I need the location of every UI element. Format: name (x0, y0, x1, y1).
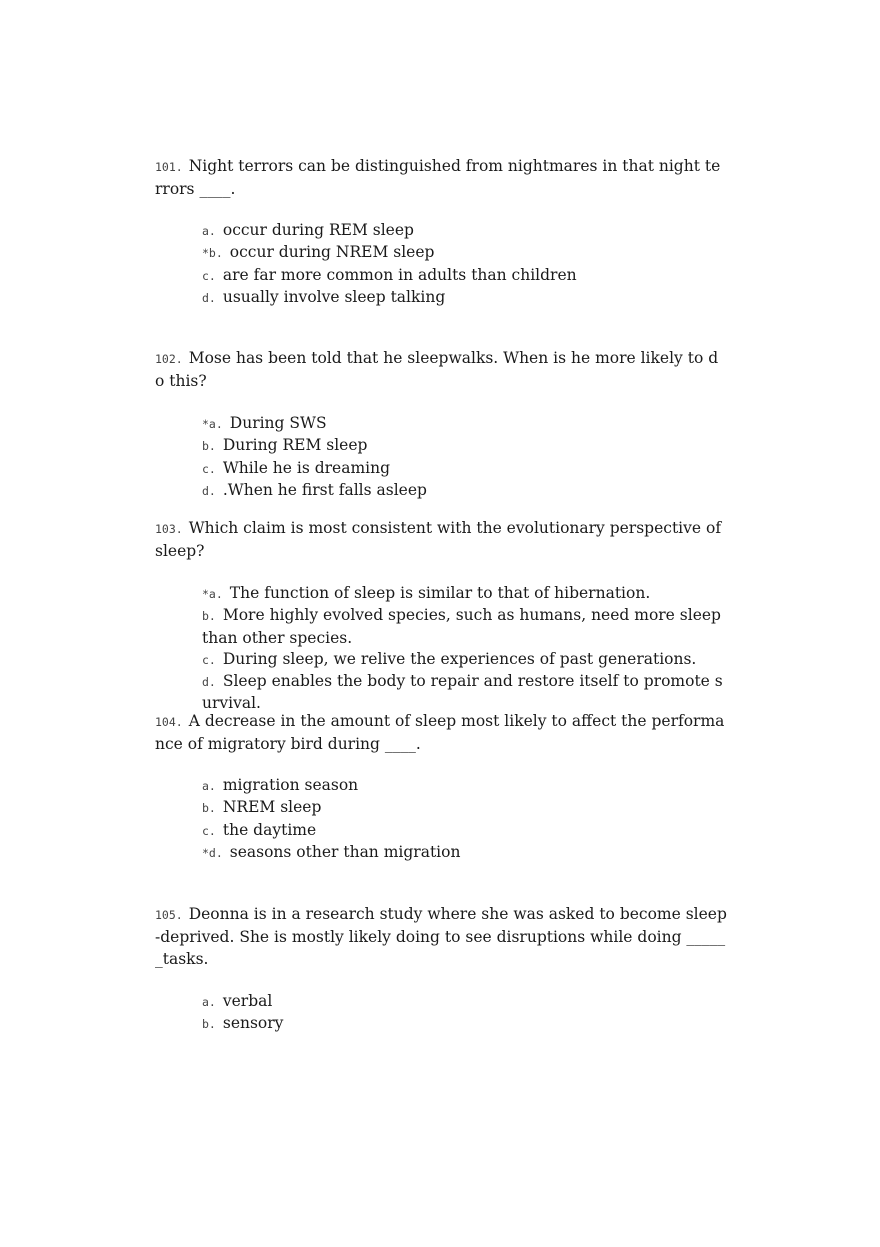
answer-option (202, 435, 727, 457)
answer-option (202, 797, 727, 819)
question-104 (155, 710, 727, 864)
answer-options (155, 775, 727, 864)
option-letter: d. (202, 483, 216, 498)
option-letter: a. (202, 995, 216, 1009)
answer-option (202, 775, 727, 797)
option-text: More highly evolved species, such as humans, need more sleep than other species. (202, 606, 721, 647)
option-letter: a. (202, 224, 216, 238)
question-105 (155, 903, 727, 1036)
question-text: Which claim is most consistent with the evolutionary perspective of sleep? (155, 519, 722, 560)
answer-option (202, 458, 727, 480)
question-103 (155, 517, 727, 715)
option-text: occur during NREM sleep (229, 243, 435, 262)
option-text: seasons other than migration (229, 842, 461, 861)
option-text: migration season (222, 776, 359, 794)
question-number: 104. (155, 715, 183, 729)
answer-option (202, 671, 727, 715)
answer-option (202, 480, 727, 502)
option-letter: *b. (202, 246, 223, 261)
option-letter: c. (202, 268, 216, 283)
option-text: occur during REM sleep (222, 221, 414, 239)
question-number: 105. (155, 908, 183, 922)
question-text: Mose has been told that he sleepwalks. When is he more likely to do this? (155, 349, 719, 390)
question-text: Deonna is in a research study where she was asked to become sleep-deprived. She is mostly likely doing to see disruptions while doing ______tasks. (155, 905, 727, 968)
answer-option-correct (202, 242, 727, 264)
question-stem (155, 903, 727, 970)
option-text: NREM sleep (222, 798, 322, 817)
option-text: Sleep enables the body to repair and restore itself to promote survival. (202, 672, 723, 713)
question-stem (155, 347, 727, 392)
option-letter: *d. (202, 845, 223, 860)
option-letter: b. (202, 1017, 216, 1032)
question-stem (155, 155, 727, 200)
answer-options (155, 991, 727, 1036)
answer-option (202, 649, 727, 671)
option-letter: c. (202, 823, 216, 838)
answer-option (202, 220, 727, 242)
answer-option (202, 265, 727, 287)
option-text: are far more common in adults than children (222, 265, 577, 284)
question-number: 103. (155, 522, 183, 536)
option-letter: b. (202, 609, 216, 624)
option-letter: *a. (202, 587, 223, 601)
option-text: During REM sleep (222, 436, 368, 455)
answer-option (202, 1013, 727, 1035)
option-text: verbal (222, 992, 273, 1010)
option-text: the daytime (222, 820, 317, 839)
answer-options (155, 583, 727, 715)
option-text: .When he first falls asleep (222, 480, 427, 499)
question-number: 102. (155, 352, 183, 366)
option-text: During SWS (229, 414, 327, 432)
option-letter: d. (202, 675, 216, 690)
option-letter: c. (202, 461, 216, 476)
option-letter: b. (202, 801, 216, 816)
option-text: usually involve sleep talking (222, 287, 446, 306)
option-text: During sleep, we relive the experiences of past generations. (222, 649, 697, 668)
option-letter: a. (202, 779, 216, 793)
option-text: While he is dreaming (222, 458, 391, 477)
option-text: The function of sleep is similar to that of hibernation. (229, 584, 651, 602)
answer-option-correct (202, 842, 727, 864)
answer-options (155, 413, 727, 502)
question-101 (155, 155, 727, 309)
answer-option (202, 287, 727, 309)
option-letter: c. (202, 652, 216, 667)
question-stem (155, 517, 727, 562)
option-letter: d. (202, 290, 216, 305)
option-text: sensory (222, 1014, 284, 1033)
question-text: Night terrors can be distinguished from nightmares in that night terrors ____. (155, 157, 721, 198)
question-102 (155, 347, 727, 502)
answer-option (202, 820, 727, 842)
option-letter: b. (202, 439, 216, 454)
answer-option (202, 605, 727, 649)
answer-option-correct (202, 583, 727, 605)
answer-option (202, 991, 727, 1013)
question-stem (155, 710, 727, 755)
question-number: 101. (155, 160, 183, 174)
option-letter: *a. (202, 417, 223, 431)
answer-options (155, 220, 727, 309)
question-text: A decrease in the amount of sleep most likely to affect the performance of migratory bird during ____. (155, 712, 725, 753)
answer-option-correct (202, 413, 727, 435)
